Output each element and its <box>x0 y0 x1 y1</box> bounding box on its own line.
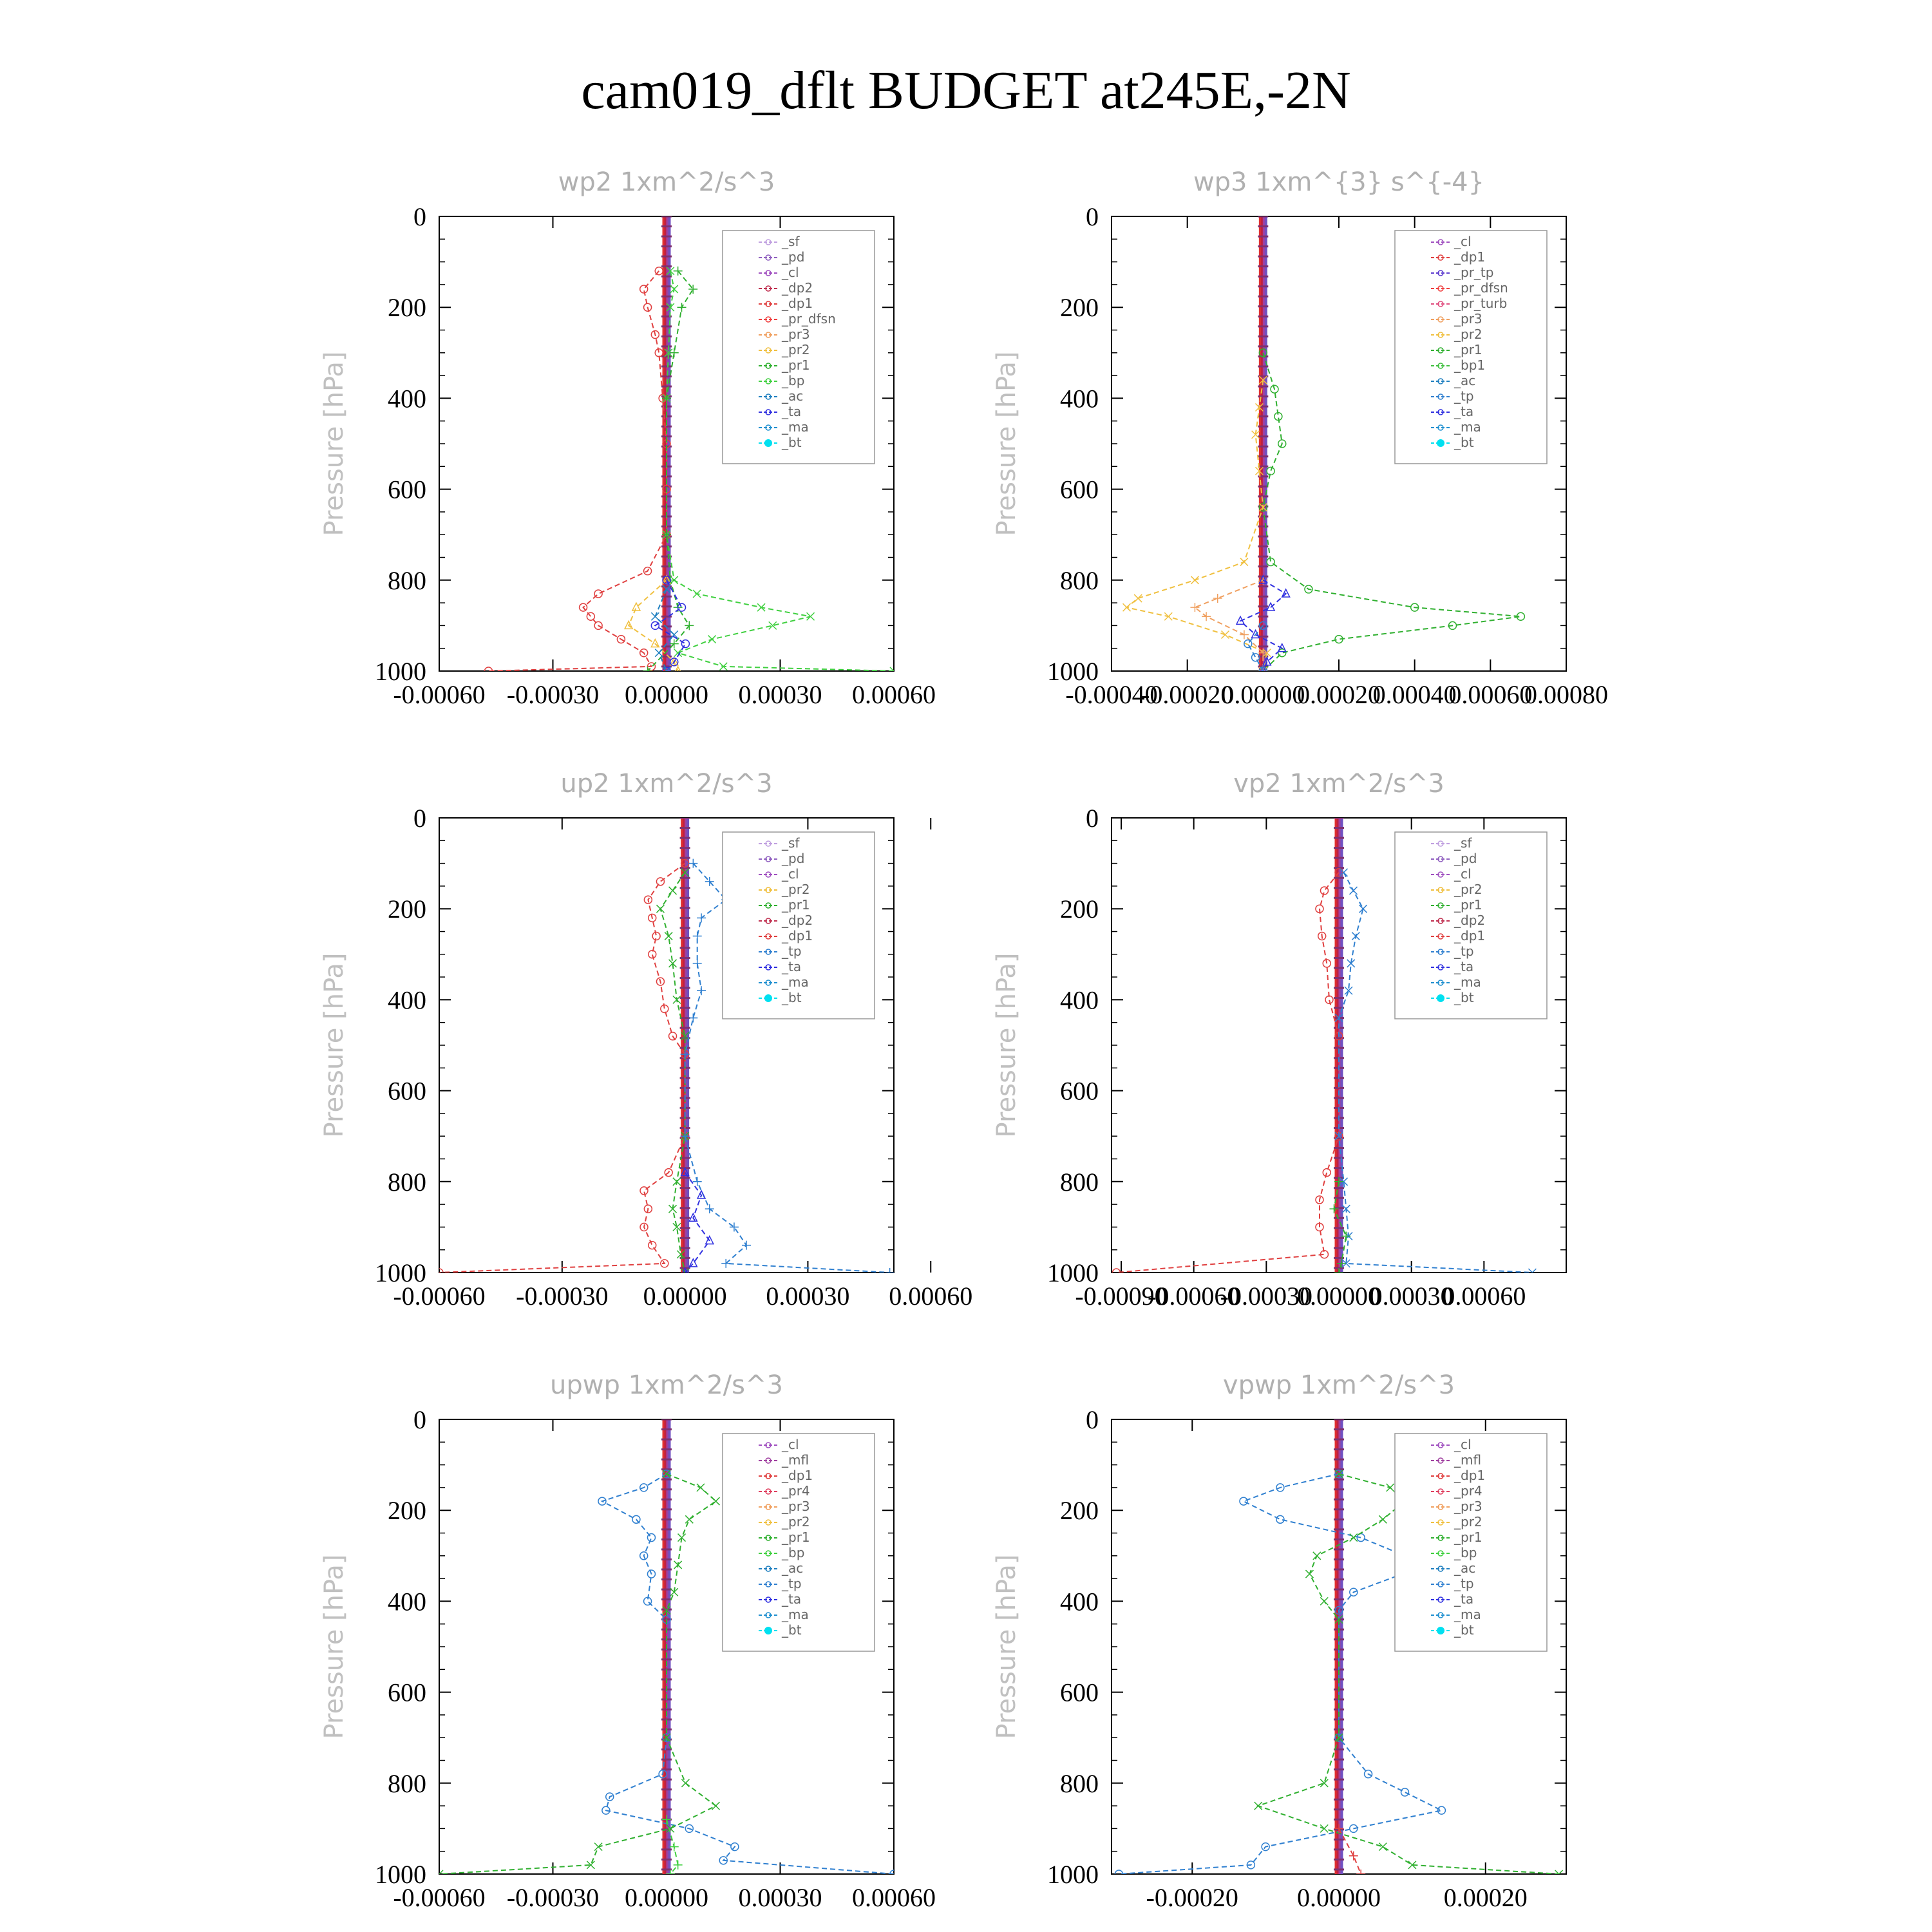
legend-label: _pd <box>782 249 805 265</box>
x-tick-label: 0.00040 <box>1372 680 1457 709</box>
legend-label: _cl <box>1454 1437 1472 1452</box>
x-tick-label: -0.00020 <box>1141 680 1234 709</box>
legend-label: _pr1 <box>1454 897 1482 913</box>
panel-title: vp2 1xm^2/s^3 <box>1233 769 1444 799</box>
legend-label: _mfl <box>1454 1452 1482 1468</box>
y-tick-label: 600 <box>1060 475 1099 504</box>
legend-label: _sf <box>782 234 800 249</box>
series-point <box>1387 1484 1394 1492</box>
legend-label: _pr2 <box>1454 327 1482 342</box>
series-point <box>1320 1779 1328 1787</box>
legend-label: _pr1 <box>1454 342 1482 357</box>
x-tick-label: 0.00000 <box>1297 1282 1381 1311</box>
x-tick-label: -0.00030 <box>506 680 600 709</box>
x-tick-label: -0.00040 <box>1065 680 1158 709</box>
legend-label: _bp <box>782 1545 805 1560</box>
series-point <box>674 1561 682 1569</box>
legend-label: _ta <box>1454 404 1474 419</box>
y-axis-label: Pressure [hPa] <box>992 351 1021 536</box>
x-tick-label: -0.00030 <box>1220 1282 1313 1311</box>
legend <box>723 832 875 1019</box>
series-point <box>693 1177 702 1186</box>
series-point <box>697 1484 705 1492</box>
legend-label: _tp <box>1454 943 1474 959</box>
legend-label: _ma <box>1454 419 1481 435</box>
legend-label: _tp <box>782 1576 802 1591</box>
legend-label: _dp1 <box>782 928 813 943</box>
legend-label: _sf <box>1454 835 1472 851</box>
y-tick-label: 400 <box>388 384 426 413</box>
y-tick-label: 400 <box>1060 1587 1099 1616</box>
x-tick-label: 0.00060 <box>852 1883 936 1912</box>
y-tick-label: 0 <box>413 804 426 833</box>
y-tick-label: 200 <box>388 293 426 323</box>
legend-label: _pr2 <box>1454 882 1482 897</box>
series-point <box>712 1497 719 1505</box>
x-tick-label: -0.00060 <box>393 680 486 709</box>
x-tick-label: 0.00000 <box>643 1282 727 1311</box>
series-point <box>649 1242 656 1249</box>
y-tick-label: 1000 <box>1047 1860 1099 1889</box>
y-tick-label: 800 <box>1060 1768 1099 1798</box>
x-tick-label: 0.00060 <box>852 680 936 709</box>
legend-label: _bt <box>782 1622 802 1638</box>
legend-label: _pr_tp <box>1454 265 1494 280</box>
series-point <box>655 267 663 275</box>
y-tick-label: 400 <box>388 985 426 1015</box>
legend-label: _ac <box>782 1560 804 1576</box>
legend-label: _dp2 <box>1454 913 1486 928</box>
series-point <box>594 590 602 598</box>
y-tick-label: 400 <box>1060 985 1099 1015</box>
x-tick-label: 0.00030 <box>738 1883 822 1912</box>
panel-title: up2 1xm^2/s^3 <box>560 769 773 799</box>
legend-label: _cl <box>1454 866 1472 882</box>
legend-label: _pr2 <box>782 882 810 897</box>
series-point <box>708 636 716 643</box>
series-line-_pr2 <box>1127 380 1267 671</box>
x-tick-label: -0.00030 <box>506 1883 600 1912</box>
y-tick-label: 200 <box>388 895 426 924</box>
series-point <box>1123 603 1131 611</box>
legend-label: _ta <box>1454 1591 1474 1607</box>
legend-marker <box>1437 994 1444 1002</box>
series-point <box>886 1268 895 1277</box>
y-tick-label: 0 <box>1086 1405 1099 1434</box>
series-point <box>697 986 706 995</box>
y-tick-label: 0 <box>1086 804 1099 833</box>
series-point <box>1134 594 1142 602</box>
legend-label: _bt <box>782 435 802 450</box>
legend-label: _sf <box>782 835 800 851</box>
legend-label: _bt <box>1454 435 1474 450</box>
legend-label: _ma <box>782 1607 809 1622</box>
y-tick-label: 600 <box>388 1678 426 1707</box>
legend-label: _cl <box>782 265 799 280</box>
x-tick-label: 0.00000 <box>1297 1883 1381 1912</box>
series-point <box>1202 612 1211 621</box>
y-tick-label: 200 <box>1060 1496 1099 1526</box>
y-axis-label: Pressure [hPa] <box>992 1554 1021 1739</box>
series-point <box>651 612 659 620</box>
legend-label: _pr_turb <box>1454 296 1508 311</box>
y-axis-label: Pressure [hPa] <box>319 351 349 536</box>
legend-label: _ta <box>782 1591 802 1607</box>
y-tick-label: 600 <box>388 1076 426 1106</box>
legend-label: _ac <box>782 388 804 404</box>
legend <box>1395 832 1547 1019</box>
y-tick-label: 400 <box>388 1587 426 1616</box>
series-point <box>693 932 702 941</box>
series-point <box>712 1802 719 1810</box>
legend-label: _pr4 <box>1454 1483 1482 1499</box>
y-tick-label: 600 <box>1060 1678 1099 1707</box>
series-point <box>1320 887 1328 895</box>
series-point <box>643 667 652 676</box>
legend-label: _dp2 <box>782 280 813 296</box>
legend-label: _ma <box>1454 1607 1481 1622</box>
legend-label: _cl <box>782 1437 799 1452</box>
legend-label: _dp1 <box>1454 249 1486 265</box>
legend-label: _dp1 <box>782 296 813 311</box>
legend-label: _dp1 <box>1454 1468 1486 1483</box>
y-tick-label: 800 <box>388 565 426 595</box>
y-tick-label: 0 <box>413 202 426 231</box>
x-tick-label: 0.00000 <box>1221 680 1305 709</box>
figure-title: cam019_dflt BUDGET at245E,-2N <box>581 61 1351 120</box>
y-tick-label: 1000 <box>375 1258 426 1287</box>
y-tick-label: 800 <box>388 1768 426 1798</box>
panel-title: upwp 1xm^2/s^3 <box>550 1370 783 1400</box>
legend-label: _tp <box>782 943 802 959</box>
legend-label: _pr1 <box>1454 1530 1482 1545</box>
legend-label: _ma <box>1454 974 1481 990</box>
legend-marker <box>1437 1627 1444 1634</box>
series-point <box>1222 631 1229 639</box>
legend-label: _bp <box>782 373 805 388</box>
legend-label: _pd <box>782 851 805 866</box>
panel-6 <box>992 1370 1566 1912</box>
x-tick-label: 0.00000 <box>625 680 708 709</box>
series-point <box>705 1204 714 1213</box>
series-point <box>685 1515 693 1523</box>
y-tick-label: 800 <box>1060 1167 1099 1197</box>
legend-label: _pr3 <box>1454 1499 1482 1514</box>
legend-label: _bt <box>782 990 802 1005</box>
x-tick-label: 0.00060 <box>889 1282 973 1311</box>
series-point <box>1305 1570 1313 1578</box>
series-point <box>1356 1870 1365 1879</box>
legend-label: _pr1 <box>782 897 810 913</box>
series-point <box>632 603 640 611</box>
legend-label: _bp <box>1454 1545 1477 1560</box>
legend-label: _tp <box>1454 1576 1474 1591</box>
series-line-_pr1 <box>439 1474 716 1874</box>
series-line-_tp <box>1119 1474 1441 1874</box>
panel-1 <box>319 167 936 709</box>
y-tick-label: 1000 <box>375 1860 426 1889</box>
series-line-_dp1 <box>439 864 685 1273</box>
series-point <box>1350 887 1358 895</box>
series-point <box>1350 1534 1358 1542</box>
legend-label: _bt <box>1454 1622 1474 1638</box>
series-point <box>669 887 677 895</box>
x-tick-label: 0.00080 <box>1524 680 1608 709</box>
series-point <box>1213 594 1222 603</box>
legend-marker <box>764 439 772 447</box>
series-point <box>594 1843 602 1851</box>
x-tick-label: -0.00090 <box>1075 1282 1168 1311</box>
series-point <box>681 1779 689 1787</box>
x-tick-label: -0.00060 <box>393 1282 486 1311</box>
y-axis-label: Pressure [hPa] <box>319 1554 349 1739</box>
series-point <box>1255 1802 1262 1810</box>
legend-label: _cl <box>782 866 799 882</box>
legend-label: _pr1 <box>782 357 810 373</box>
panel-5 <box>319 1370 936 1912</box>
panel-3 <box>319 769 972 1311</box>
y-tick-label: 600 <box>1060 1076 1099 1106</box>
x-tick-label: -0.00030 <box>516 1282 609 1311</box>
series-point <box>587 612 594 620</box>
series-point <box>693 959 702 968</box>
legend-label: _pr_dfsn <box>782 311 836 327</box>
x-tick-label: 0.00020 <box>1297 680 1381 709</box>
legend-label: _pr3 <box>1454 311 1482 327</box>
legend-label: _pr1 <box>782 1530 810 1545</box>
legend <box>1395 231 1547 464</box>
y-tick-label: 200 <box>1060 293 1099 323</box>
series-point <box>649 951 656 958</box>
series-point <box>1313 1552 1321 1560</box>
series-point <box>1359 905 1367 913</box>
x-tick-label: 0.00030 <box>738 680 822 709</box>
legend-label: _pr2 <box>782 342 810 357</box>
legend <box>723 1434 875 1651</box>
panel-title: wp3 1xm^{3} s^{-4} <box>1193 167 1485 197</box>
legend-marker <box>1437 439 1444 447</box>
series-point <box>647 1534 655 1542</box>
series-point <box>656 878 664 886</box>
x-tick-label: 0.00000 <box>625 1883 708 1912</box>
y-tick-label: 800 <box>1060 565 1099 595</box>
legend-label: _ta <box>1454 959 1474 974</box>
legend-label: _ac <box>1454 373 1476 388</box>
y-tick-label: 0 <box>1086 202 1099 231</box>
legend-label: _dp1 <box>1454 928 1486 943</box>
x-tick-label: 0.00020 <box>1443 1883 1528 1912</box>
y-tick-label: 400 <box>1060 384 1099 413</box>
y-tick-label: 800 <box>388 1167 426 1197</box>
series-point <box>681 640 689 648</box>
legend-label: _tp <box>1454 388 1474 404</box>
series-line-_pr3 <box>1195 580 1263 671</box>
series-point <box>807 612 815 620</box>
y-tick-label: 1000 <box>1047 1258 1099 1287</box>
series-point <box>1320 1597 1328 1605</box>
series-point <box>1267 467 1274 475</box>
legend-label: _ac <box>1454 1560 1476 1576</box>
series-point <box>673 996 681 1003</box>
legend-marker <box>764 1627 772 1634</box>
series-point <box>685 621 694 630</box>
legend-label: _dp1 <box>782 1468 813 1483</box>
panel-title: vpwp 1xm^2/s^3 <box>1222 1370 1455 1400</box>
y-tick-label: 600 <box>388 475 426 504</box>
series-point <box>1379 1843 1387 1851</box>
legend <box>723 231 875 464</box>
x-tick-label: 0.00030 <box>766 1282 850 1311</box>
series-point <box>665 933 672 940</box>
y-tick-label: 0 <box>413 1405 426 1434</box>
legend-label: _cl <box>1454 234 1472 249</box>
legend-label: _ta <box>782 404 802 419</box>
series-point <box>1240 1497 1247 1505</box>
x-tick-label: 0.00030 <box>1369 1282 1454 1311</box>
x-tick-label: -0.00060 <box>1148 1282 1240 1311</box>
legend-label: _pd <box>1454 851 1477 866</box>
legend-label: _mfl <box>782 1452 810 1468</box>
y-tick-label: 1000 <box>375 657 426 686</box>
legend-label: _pr_dfsn <box>1454 280 1508 296</box>
y-tick-label: 200 <box>388 1496 426 1526</box>
panel-2 <box>992 167 1608 709</box>
series-point <box>1240 558 1248 566</box>
legend <box>1395 1434 1547 1651</box>
series-point <box>730 1222 739 1231</box>
y-axis-label: Pressure [hPa] <box>319 952 349 1138</box>
legend-label: _pr3 <box>782 1499 810 1514</box>
legend-label: _pr2 <box>782 1514 810 1530</box>
x-tick-label: -0.00060 <box>393 1883 486 1912</box>
legend-label: _pr4 <box>782 1483 810 1499</box>
legend-label: _pr2 <box>1454 1514 1482 1530</box>
panel-4 <box>992 769 1566 1311</box>
series-point <box>1401 1788 1408 1796</box>
series-point <box>1323 1169 1331 1177</box>
legend-label: _ma <box>782 974 809 990</box>
y-axis-label: Pressure [hPa] <box>992 952 1021 1138</box>
panel-title: wp2 1xm^2/s^3 <box>558 167 775 197</box>
legend-label: _ta <box>782 959 802 974</box>
legend-label: _pr3 <box>782 327 810 342</box>
x-tick-label: -0.00020 <box>1146 1883 1238 1912</box>
series-point <box>1325 996 1333 1003</box>
series-point <box>677 303 687 312</box>
y-tick-label: 1000 <box>1047 657 1099 686</box>
legend-label: _ma <box>782 419 809 435</box>
series-point <box>688 1014 697 1023</box>
series-point <box>742 1241 751 1250</box>
x-tick-label: 0.00060 <box>1448 680 1533 709</box>
legend-label: _bt <box>1454 990 1474 1005</box>
series-point <box>697 913 706 922</box>
x-tick-label: 0.00060 <box>1442 1282 1526 1311</box>
legend-marker <box>764 994 772 1002</box>
series-point <box>1320 1824 1328 1832</box>
series-line-_dp1 <box>1117 873 1340 1273</box>
legend-label: _dp2 <box>782 913 813 928</box>
series-point <box>1379 1515 1387 1523</box>
series-point <box>1349 1852 1358 1861</box>
series-point <box>655 649 663 657</box>
y-tick-label: 200 <box>1060 895 1099 924</box>
series-point <box>656 905 664 913</box>
series-point <box>1191 576 1198 584</box>
legend-label: _bp1 <box>1454 357 1486 373</box>
